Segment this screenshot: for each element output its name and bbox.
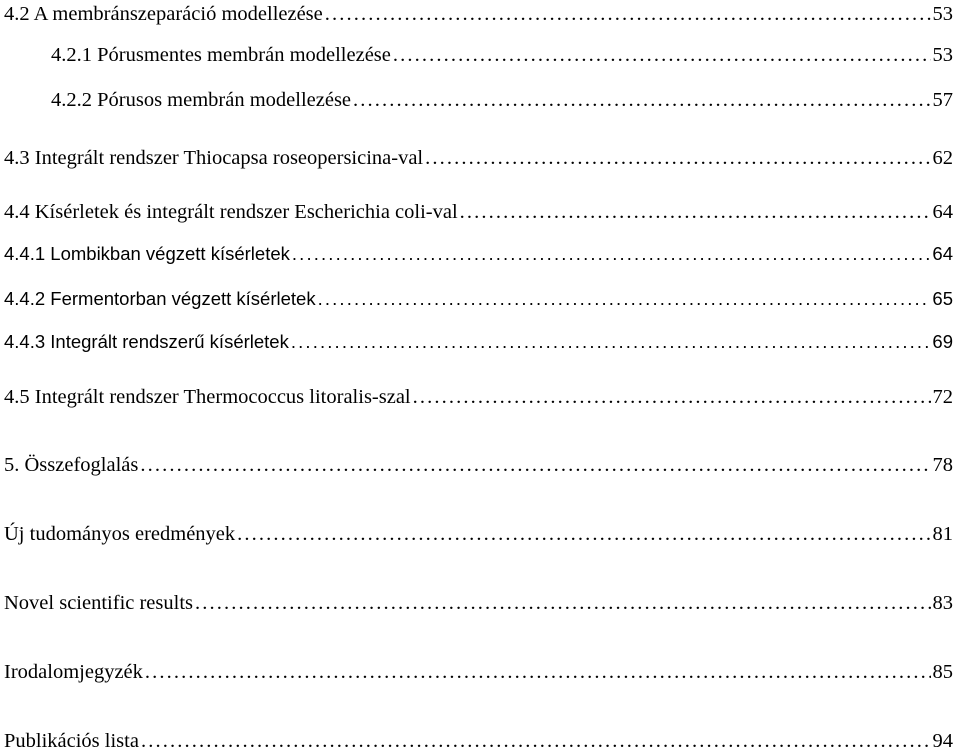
toc-entry [4,453,953,477]
toc-entry [4,729,953,753]
toc-entry-title: 4.4.2 Fermentorban végzett kísérletek [4,288,316,309]
toc-entry [4,242,953,266]
toc-entry-title: 4.4.1 Lombikban végzett kísérletek [4,243,290,264]
toc-entry-page: 64 [932,243,953,264]
toc-dot-leader [145,660,931,684]
toc-dot-leader [460,200,931,224]
toc-entry-page: 64 [932,201,953,223]
toc-entry [4,522,953,546]
toc-entry-page: 53 [932,3,953,25]
toc-entry [4,660,953,684]
toc-entry [51,43,953,67]
toc-entry-title: 4.2.1 Pórusmentes membrán modellezése [51,44,391,66]
toc-entry [51,88,953,112]
toc-entry [4,2,953,26]
toc-entry-title: 4.2.2 Pórusos membrán modellezése [51,89,352,111]
toc-dot-leader [413,385,931,409]
toc-entry [4,385,953,409]
toc-entry [4,330,953,354]
toc-entry-page: 85 [932,661,953,683]
toc-dot-leader [425,146,930,170]
toc-entry-title: Irodalomjegyzék [4,661,143,683]
toc-entry-title: Új tudományos eredmények [4,523,236,545]
toc-entry-page: 83 [932,592,953,614]
toc-entry-page: 72 [932,386,953,408]
toc-dot-leader [353,88,930,112]
toc-dot-leader [141,729,931,753]
toc-entry-page: 69 [932,331,953,352]
toc-entry-page: 94 [932,730,953,752]
toc-entry [4,200,953,224]
toc-dot-leader [195,591,930,615]
toc-entry-page: 81 [932,523,953,545]
toc-entry-page: 62 [932,147,953,169]
toc-dot-leader [393,43,931,67]
toc-entry-title: Novel scientific results [4,592,194,614]
toc-dot-leader [292,242,931,266]
toc-entry [4,146,953,170]
toc-dot-leader [291,330,931,354]
toc-dot-leader [237,522,930,546]
toc-entry [4,287,953,311]
toc-entry-title: 4.2 A membránszeparáció modellezése [4,3,323,25]
toc-entry-title: 4.3 Integrált rendszer Thiocapsa roseopersicina-val [4,147,424,169]
toc-dot-leader [325,2,931,26]
toc-entry-title: 4.5 Integrált rendszer Thermococcus litoralis-szal [4,386,411,408]
toc-entry-title: 4.4 Kísérletek és integrált rendszer Escherichia coli-val [4,201,458,223]
toc-entry-title: Publikációs lista [4,730,139,752]
toc-entry-page: 65 [932,288,953,309]
toc-entry-page: 57 [932,89,953,111]
toc-entry-page: 53 [932,44,953,66]
toc-dot-leader [318,287,931,311]
toc-entry-title: 5. Összefoglalás [4,454,139,476]
toc-entry-page: 78 [932,454,953,476]
toc-dot-leader [140,453,930,477]
toc-entry-title: 4.4.3 Integrált rendszerű kísérletek [4,331,289,352]
toc-entry [4,591,953,615]
